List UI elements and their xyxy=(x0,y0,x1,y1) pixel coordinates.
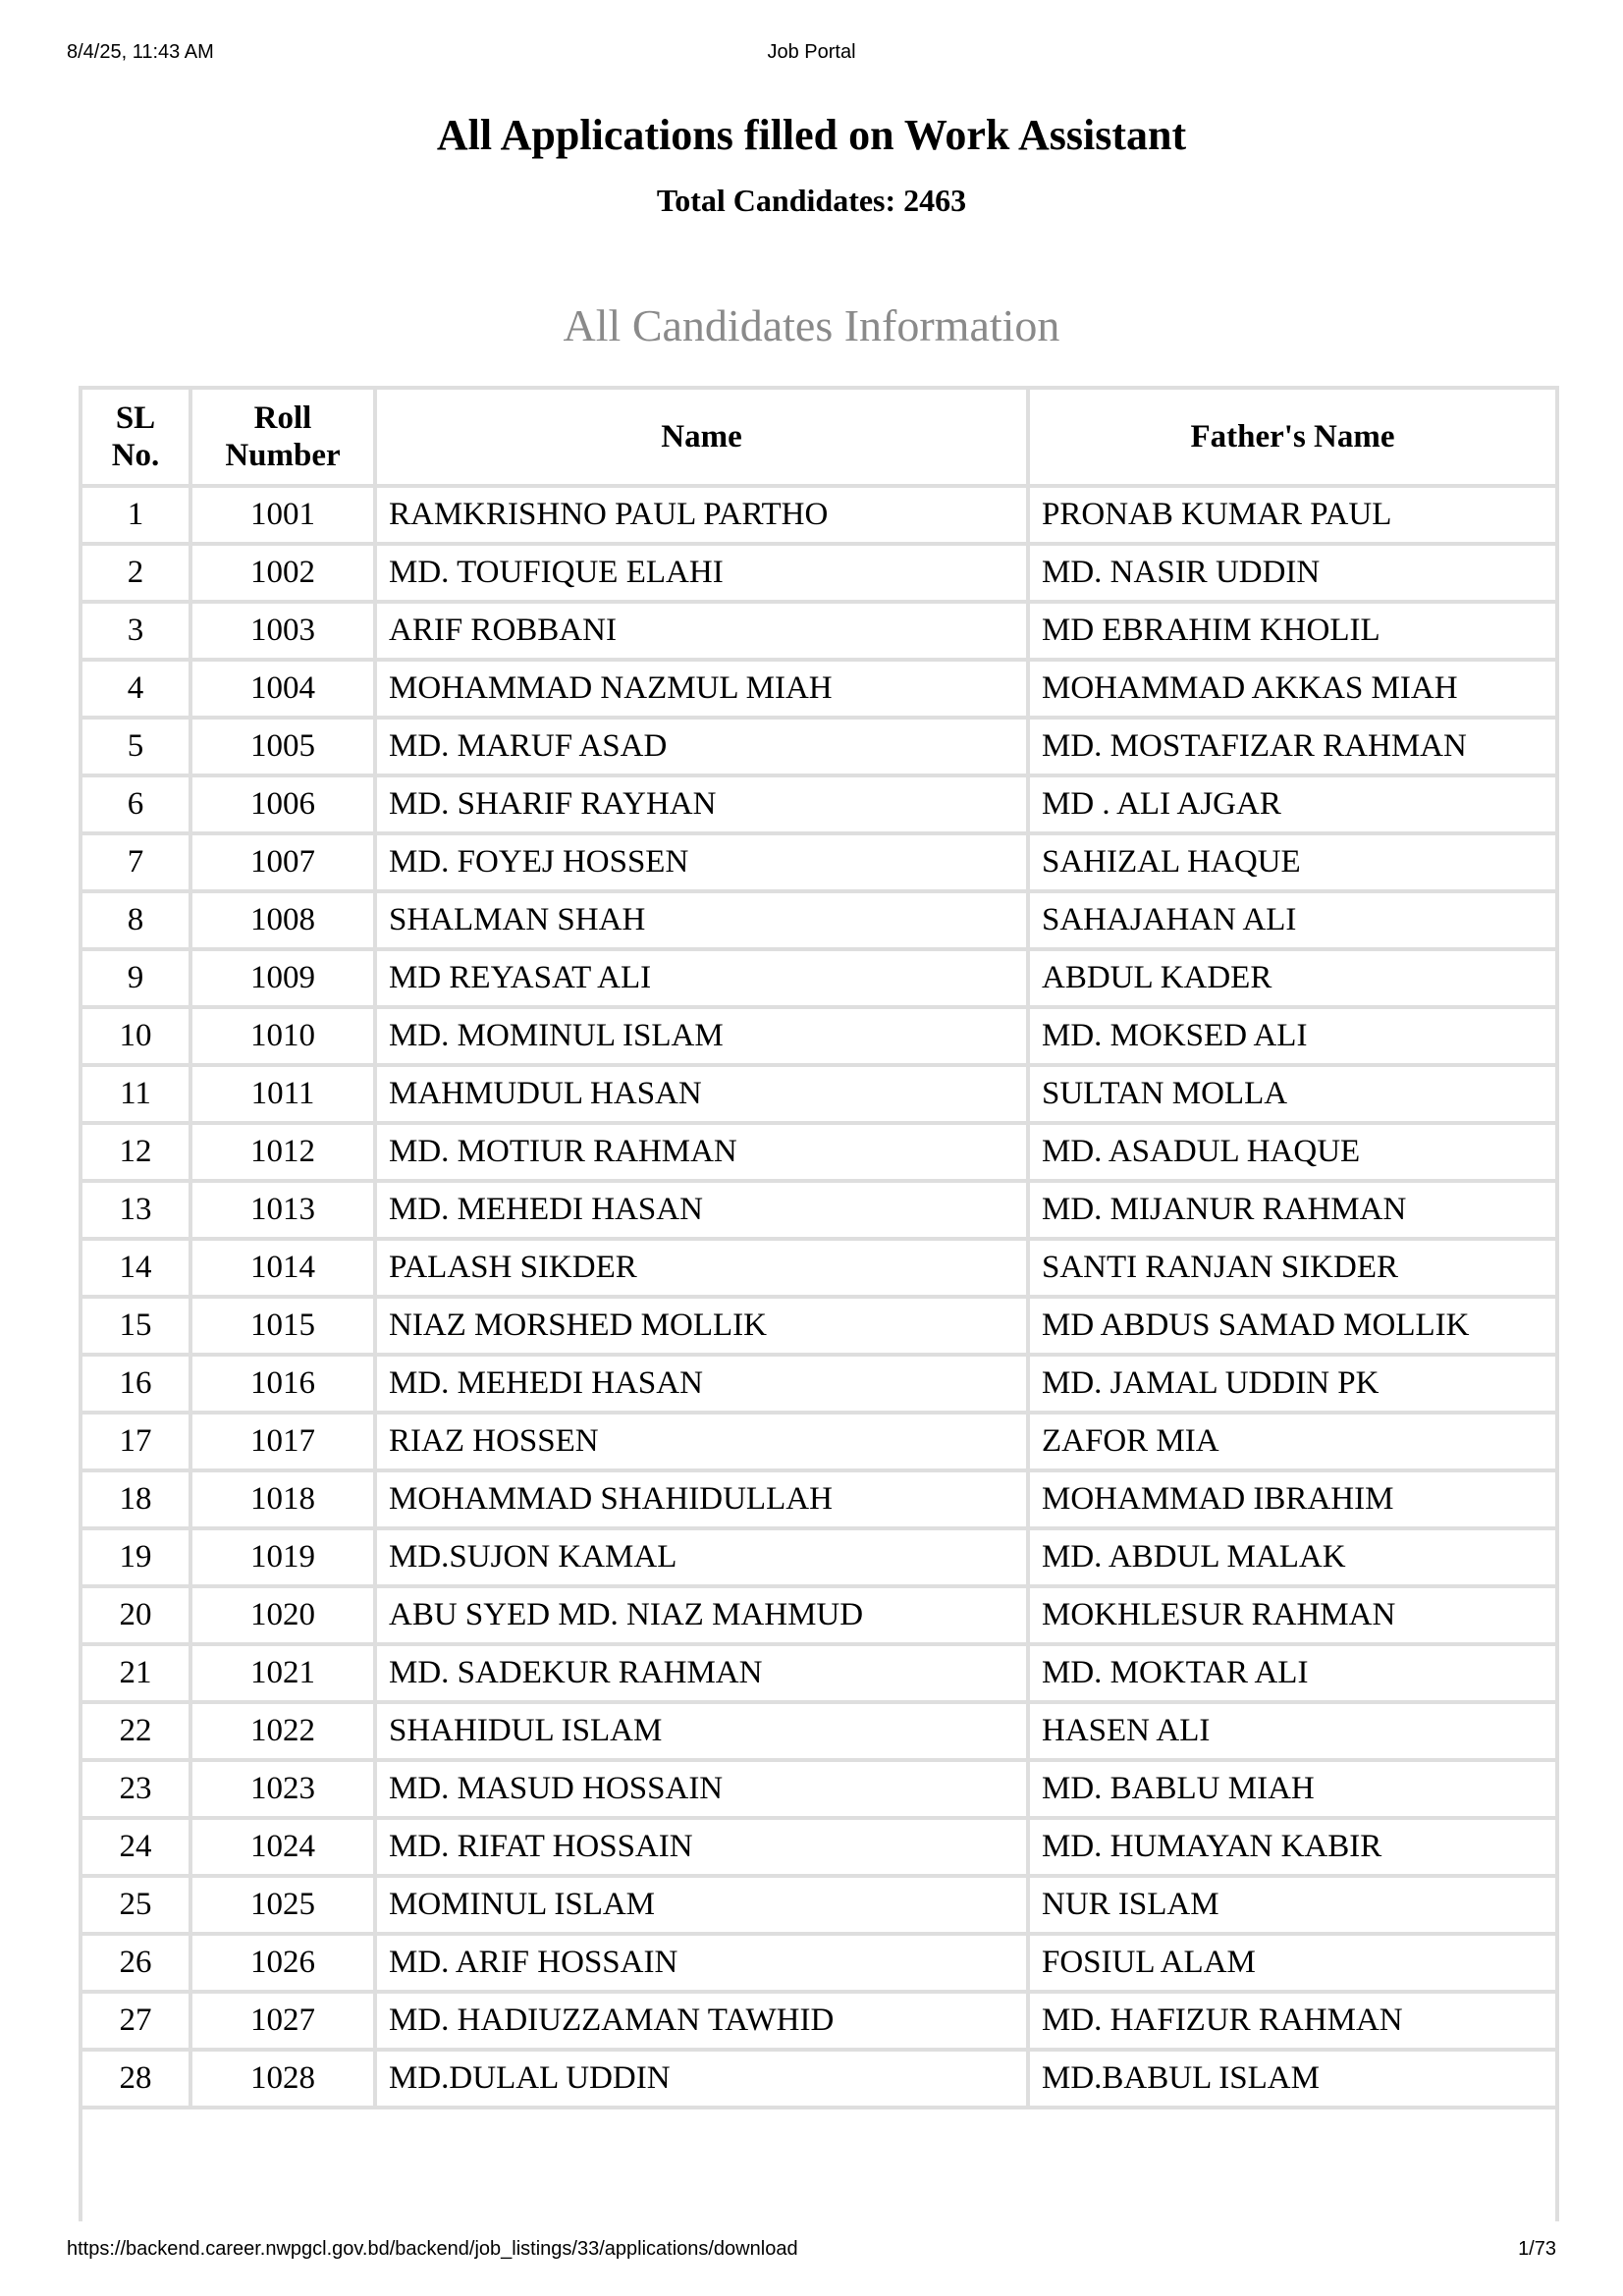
fathers-name-cell: MD. ABDUL MALAK xyxy=(1028,1528,1555,1586)
name-cell: MD. RIFAT HOSSAIN xyxy=(375,1818,1028,1876)
fathers-name-cell: MD. NASIR UDDIN xyxy=(1028,544,1555,602)
sl-no-cell: 27 xyxy=(82,1992,190,2050)
sl-no-cell: 3 xyxy=(82,602,190,660)
fathers-name-cell: MOKHLESUR RAHMAN xyxy=(1028,1586,1555,1644)
name-cell: MD. MASUD HOSSAIN xyxy=(375,1760,1028,1818)
sl-no-cell: 1 xyxy=(82,486,190,544)
table-row xyxy=(82,1413,1555,1470)
candidates-table xyxy=(82,386,1555,2109)
roll-number-cell: 1018 xyxy=(190,1470,375,1528)
fathers-name-cell: FOSIUL ALAM xyxy=(1028,1934,1555,1992)
table-row xyxy=(82,718,1555,775)
name-cell: MD. SHARIF RAYHAN xyxy=(375,775,1028,833)
print-header xyxy=(67,41,1556,69)
roll-number-cell: 1011 xyxy=(190,1065,375,1123)
total-candidates: Total Candidates: 2463 xyxy=(656,183,967,218)
sl-no-cell: 24 xyxy=(82,1818,190,1876)
roll-number-cell: 1025 xyxy=(190,1876,375,1934)
roll-number-cell: 1024 xyxy=(190,1818,375,1876)
name-cell: RIAZ HOSSEN xyxy=(375,1413,1028,1470)
roll-number-cell: 1012 xyxy=(190,1123,375,1181)
name-cell: MOMINUL ISLAM xyxy=(375,1876,1028,1934)
name-cell: SHALMAN SHAH xyxy=(375,891,1028,949)
roll-number-cell: 1020 xyxy=(190,1586,375,1644)
candidates-table-container xyxy=(79,386,1559,2221)
sl-no-cell: 12 xyxy=(82,1123,190,1181)
table-row xyxy=(82,1934,1555,1992)
column-header-name: Name xyxy=(375,388,1028,486)
table-row xyxy=(82,1181,1555,1239)
name-cell: MAHMUDUL HASAN xyxy=(375,1065,1028,1123)
document-title: All Applications filled on Work Assistant xyxy=(436,111,1187,159)
sl-no-cell: 25 xyxy=(82,1876,190,1934)
sl-no-cell: 18 xyxy=(82,1470,190,1528)
table-row xyxy=(82,1007,1555,1065)
fathers-name-cell: MD . ALI AJGAR xyxy=(1028,775,1555,833)
table-row xyxy=(82,1876,1555,1934)
fathers-name-cell: MD. ASADUL HAQUE xyxy=(1028,1123,1555,1181)
print-footer xyxy=(67,2238,1556,2266)
name-cell: MOHAMMAD NAZMUL MIAH xyxy=(375,660,1028,718)
name-cell: PALASH SIKDER xyxy=(375,1239,1028,1297)
section-title: All Candidates Information xyxy=(563,300,1060,350)
roll-number-cell: 1003 xyxy=(190,602,375,660)
sl-no-cell: 13 xyxy=(82,1181,190,1239)
table-row xyxy=(82,949,1555,1007)
roll-number-cell: 1009 xyxy=(190,949,375,1007)
fathers-name-cell: SAHAJAHAN ALI xyxy=(1028,891,1555,949)
fathers-name-cell: SAHIZAL HAQUE xyxy=(1028,833,1555,891)
roll-number-cell: 1028 xyxy=(190,2050,375,2108)
name-cell: NIAZ MORSHED MOLLIK xyxy=(375,1297,1028,1355)
table-row xyxy=(82,1528,1555,1586)
fathers-name-cell: SANTI RANJAN SIKDER xyxy=(1028,1239,1555,1297)
table-row xyxy=(82,833,1555,891)
fathers-name-cell: MD. BABLU MIAH xyxy=(1028,1760,1555,1818)
table-row xyxy=(82,2050,1555,2108)
table-row xyxy=(82,1239,1555,1297)
sl-no-cell: 9 xyxy=(82,949,190,1007)
table-row xyxy=(82,1586,1555,1644)
name-cell: RAMKRISHNO PAUL PARTHO xyxy=(375,486,1028,544)
fathers-name-cell: MOHAMMAD IBRAHIM xyxy=(1028,1470,1555,1528)
fathers-name-cell: MD. MOKTAR ALI xyxy=(1028,1644,1555,1702)
fathers-name-cell: MD. JAMAL UDDIN PK xyxy=(1028,1355,1555,1413)
fathers-name-cell: ZAFOR MIA xyxy=(1028,1413,1555,1470)
name-cell: MD. SADEKUR RAHMAN xyxy=(375,1644,1028,1702)
sl-no-cell: 19 xyxy=(82,1528,190,1586)
fathers-name-cell: MD ABDUS SAMAD MOLLIK xyxy=(1028,1297,1555,1355)
sl-no-cell: 22 xyxy=(82,1702,190,1760)
sl-no-cell: 8 xyxy=(82,891,190,949)
table-row xyxy=(82,660,1555,718)
sl-no-cell: 16 xyxy=(82,1355,190,1413)
roll-number-cell: 1014 xyxy=(190,1239,375,1297)
sl-no-cell: 7 xyxy=(82,833,190,891)
roll-number-cell: 1007 xyxy=(190,833,375,891)
print-datetime: 8/4/25, 11:43 AM xyxy=(67,41,214,63)
sl-no-cell: 23 xyxy=(82,1760,190,1818)
table-row xyxy=(82,1702,1555,1760)
table-row xyxy=(82,544,1555,602)
sl-no-cell: 14 xyxy=(82,1239,190,1297)
fathers-name-cell: PRONAB KUMAR PAUL xyxy=(1028,486,1555,544)
page-number: 1/73 xyxy=(1518,2238,1556,2260)
sl-no-cell: 6 xyxy=(82,775,190,833)
name-cell: MD. FOYEJ HOSSEN xyxy=(375,833,1028,891)
roll-number-cell: 1019 xyxy=(190,1528,375,1586)
table-row xyxy=(82,1760,1555,1818)
fathers-name-cell: MD. MOSTAFIZAR RAHMAN xyxy=(1028,718,1555,775)
sl-no-cell: 20 xyxy=(82,1586,190,1644)
column-header-sl-no: SL No. xyxy=(82,388,190,486)
roll-number-cell: 1015 xyxy=(190,1297,375,1355)
table-row xyxy=(82,775,1555,833)
roll-number-cell: 1022 xyxy=(190,1702,375,1760)
table-row xyxy=(82,1297,1555,1355)
roll-number-cell: 1010 xyxy=(190,1007,375,1065)
name-cell: MD. MARUF ASAD xyxy=(375,718,1028,775)
name-cell: MD. HADIUZZAMAN TAWHID xyxy=(375,1992,1028,2050)
table-row xyxy=(82,1123,1555,1181)
roll-number-cell: 1008 xyxy=(190,891,375,949)
name-cell: ABU SYED MD. NIAZ MAHMUD xyxy=(375,1586,1028,1644)
name-cell: MD REYASAT ALI xyxy=(375,949,1028,1007)
roll-number-cell: 1027 xyxy=(190,1992,375,2050)
name-cell: MD. ARIF HOSSAIN xyxy=(375,1934,1028,1992)
table-row xyxy=(82,486,1555,544)
roll-number-cell: 1017 xyxy=(190,1413,375,1470)
print-site-title: Job Portal xyxy=(767,41,856,63)
roll-number-cell: 1005 xyxy=(190,718,375,775)
roll-number-cell: 1021 xyxy=(190,1644,375,1702)
sl-no-cell: 28 xyxy=(82,2050,190,2108)
name-cell: MD.SUJON KAMAL xyxy=(375,1528,1028,1586)
roll-number-cell: 1026 xyxy=(190,1934,375,1992)
table-row xyxy=(82,1355,1555,1413)
name-cell: MD. MEHEDI HASAN xyxy=(375,1181,1028,1239)
sl-no-cell: 15 xyxy=(82,1297,190,1355)
column-header-roll-number: Roll Number xyxy=(190,388,375,486)
roll-number-cell: 1001 xyxy=(190,486,375,544)
table-header-row xyxy=(82,388,1555,486)
sl-no-cell: 17 xyxy=(82,1413,190,1470)
column-header-fathers-name: Father's Name xyxy=(1028,388,1555,486)
fathers-name-cell: MD.BABUL ISLAM xyxy=(1028,2050,1555,2108)
name-cell: MOHAMMAD SHAHIDULLAH xyxy=(375,1470,1028,1528)
roll-number-cell: 1013 xyxy=(190,1181,375,1239)
sl-no-cell: 10 xyxy=(82,1007,190,1065)
roll-number-cell: 1016 xyxy=(190,1355,375,1413)
table-row xyxy=(82,1818,1555,1876)
fathers-name-cell: MD. MOKSED ALI xyxy=(1028,1007,1555,1065)
table-row xyxy=(82,891,1555,949)
name-cell: ARIF ROBBANI xyxy=(375,602,1028,660)
roll-number-cell: 1004 xyxy=(190,660,375,718)
table-body xyxy=(82,486,1555,2108)
name-cell: MD. TOUFIQUE ELAHI xyxy=(375,544,1028,602)
fathers-name-cell: ABDUL KADER xyxy=(1028,949,1555,1007)
name-cell: MD.DULAL UDDIN xyxy=(375,2050,1028,2108)
fathers-name-cell: MD. HUMAYAN KABIR xyxy=(1028,1818,1555,1876)
sl-no-cell: 5 xyxy=(82,718,190,775)
sl-no-cell: 2 xyxy=(82,544,190,602)
roll-number-cell: 1006 xyxy=(190,775,375,833)
sl-no-cell: 4 xyxy=(82,660,190,718)
sl-no-cell: 11 xyxy=(82,1065,190,1123)
name-cell: SHAHIDUL ISLAM xyxy=(375,1702,1028,1760)
fathers-name-cell: SULTAN MOLLA xyxy=(1028,1065,1555,1123)
fathers-name-cell: MD. HAFIZUR RAHMAN xyxy=(1028,1992,1555,2050)
table-row xyxy=(82,1644,1555,1702)
sl-no-cell: 26 xyxy=(82,1934,190,1992)
fathers-name-cell: HASEN ALI xyxy=(1028,1702,1555,1760)
sl-no-cell: 21 xyxy=(82,1644,190,1702)
name-cell: MD. MEHEDI HASAN xyxy=(375,1355,1028,1413)
table-row xyxy=(82,1992,1555,2050)
name-cell: MD. MOTIUR RAHMAN xyxy=(375,1123,1028,1181)
table-row xyxy=(82,1470,1555,1528)
fathers-name-cell: MOHAMMAD AKKAS MIAH xyxy=(1028,660,1555,718)
name-cell: MD. MOMINUL ISLAM xyxy=(375,1007,1028,1065)
roll-number-cell: 1002 xyxy=(190,544,375,602)
roll-number-cell: 1023 xyxy=(190,1760,375,1818)
fathers-name-cell: MD. MIJANUR RAHMAN xyxy=(1028,1181,1555,1239)
fathers-name-cell: MD EBRAHIM KHOLIL xyxy=(1028,602,1555,660)
fathers-name-cell: NUR ISLAM xyxy=(1028,1876,1555,1934)
print-url: https://backend.career.nwpgcl.gov.bd/backend/job_listings/33/applications/download xyxy=(67,2238,798,2260)
table-row xyxy=(82,1065,1555,1123)
table-row xyxy=(82,602,1555,660)
